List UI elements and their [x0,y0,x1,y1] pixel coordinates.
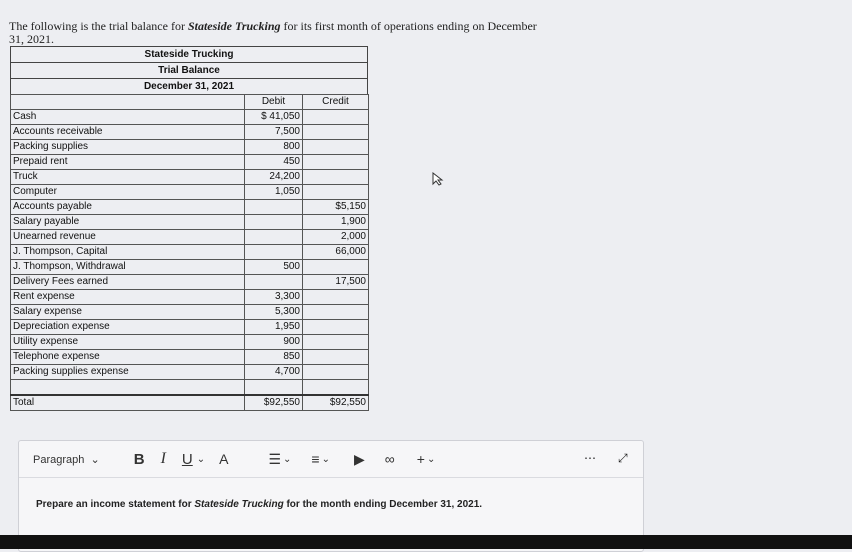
tb-debit-cell: 900 [245,335,303,350]
insert-chevron-icon[interactable]: ⌄ [426,453,436,465]
tb-debit-cell: 5,300 [245,305,303,320]
tb-credit-cell [303,155,369,170]
tb-row [11,305,369,320]
tb-credit-cell: 1,900 [303,215,369,230]
debit-header: Debit [245,95,303,110]
tb-row [11,350,369,365]
tb-row [11,170,369,185]
intro-company: Stateside Trucking [187,19,281,33]
tb-debit-cell: 500 [245,260,303,275]
paragraph-style-select[interactable]: Paragraph ⌄ [33,453,100,466]
prompt-company: Stateside Trucking [194,499,284,510]
insert-plus-icon[interactable]: + [416,451,425,467]
tb-row [11,140,369,155]
prompt-text-pre: Prepare an income statement for [36,499,195,510]
tb-account-cell: J. Thompson, Capital [11,245,245,260]
tb-debit-cell [245,230,303,245]
tb-account-cell: Delivery Fees earned [11,275,245,290]
tb-debit-cell: 850 [245,350,303,365]
chevron-down-icon: ⌄ [90,453,100,466]
tb-credit-cell [303,305,369,320]
tb-debit-cell: 800 [245,140,303,155]
tb-title: Stateside Trucking [10,46,368,62]
trial-balance [10,46,368,411]
tb-account-cell: Computer [11,185,245,200]
tb-row [11,365,369,380]
tb-total-row [11,395,369,411]
more-options-icon[interactable]: ⋯ [584,451,596,465]
tb-row [11,110,369,125]
underline-button[interactable]: U [181,450,193,468]
tb-row [11,335,369,350]
tb-credit-cell [303,335,369,350]
tb-row [11,320,369,335]
editor-toolbar [19,441,643,478]
tb-credit-cell [303,185,369,200]
tb-row [11,125,369,140]
tb-debit-cell: 450 [245,155,303,170]
intro-text-pre: The following is the trial balance for [9,19,188,33]
tb-column-headers [11,95,369,110]
align-icon[interactable]: ☰ [268,450,282,467]
tb-row [11,155,369,170]
tb-credit-cell [303,350,369,365]
tb-account-cell: Depreciation expense [11,320,245,335]
tb-debit-cell: $ 41,050 [245,110,303,125]
tb-account-cell: Utility expense [11,335,245,350]
tb-row [11,260,369,275]
intro-text-post: for its first month of operations ending on December 31, 2021. [9,19,537,46]
tb-debit-cell [245,215,303,230]
tb-debit-cell: 4,700 [245,365,303,380]
tb-credit-cell [303,260,369,275]
list-chevron-icon[interactable]: ⌄ [321,453,330,465]
tb-date: December 31, 2021 [10,78,368,94]
trial-balance-table [10,94,369,411]
tb-total-debit: $92,550 [245,395,303,411]
tb-account-cell: Telephone expense [11,350,245,365]
fullscreen-icon[interactable]: ⤢ [618,451,628,465]
bottom-frame [0,535,852,549]
tb-account-cell: Salary payable [11,215,245,230]
tb-account-cell: Salary expense [11,305,245,320]
tb-debit-cell [245,245,303,260]
tb-account-cell: Cash [11,110,245,125]
bold-button[interactable]: B [133,450,145,468]
text-color-icon[interactable]: A [219,451,229,467]
underline-options-chevron-icon[interactable]: ⌄ [196,453,206,465]
tb-account-cell: Accounts receivable [11,125,245,140]
tb-debit-cell [245,275,303,290]
tb-account-cell: Unearned revenue [11,230,245,245]
tb-account-cell: Accounts payable [11,200,245,215]
tb-credit-cell [303,320,369,335]
tb-credit-cell [303,110,369,125]
tb-blank-row [11,380,369,396]
tb-debit-cell: 1,050 [245,185,303,200]
tb-row [11,215,369,230]
tb-credit-cell [303,140,369,155]
align-chevron-icon[interactable]: ⌄ [283,453,292,465]
tb-account-cell: Prepaid rent [11,155,245,170]
question-intro [9,20,549,46]
tb-total-credit: $92,550 [303,395,369,411]
tb-credit-cell: 66,000 [303,245,369,260]
tb-row [11,185,369,200]
tb-debit-cell: 1,950 [245,320,303,335]
tb-debit-cell: 7,500 [245,125,303,140]
tb-row [11,200,369,215]
italic-button[interactable]: I [160,450,166,467]
tb-account-cell: Truck [11,170,245,185]
tb-debit-cell: 3,300 [245,290,303,305]
tb-debit-cell [245,200,303,215]
mouse-cursor-icon [432,172,444,186]
tb-credit-cell: 2,000 [303,230,369,245]
tb-credit-cell: $5,150 [303,200,369,215]
tb-debit-cell: 24,200 [245,170,303,185]
editor-prompt [36,499,482,510]
tb-account-cell: Packing supplies expense [11,365,245,380]
tb-subtitle: Trial Balance [10,62,368,78]
tb-account-cell: Packing supplies [11,140,245,155]
tb-credit-cell [303,170,369,185]
tb-account-cell: Rent expense [11,290,245,305]
tb-total-label: Total [11,395,245,411]
tb-credit-cell [303,290,369,305]
list-icon[interactable]: ≡ [311,451,320,467]
tb-account-cell: J. Thompson, Withdrawal [11,260,245,275]
tb-credit-cell [303,125,369,140]
tb-row [11,275,369,290]
media-icon[interactable]: ▶ [353,450,365,467]
link-icon[interactable]: ∞ [384,451,395,467]
credit-header: Credit [303,95,369,110]
tb-row [11,230,369,245]
trial-balance-header [10,46,368,94]
tb-row [11,245,369,260]
tb-row [11,290,369,305]
prompt-text-post: for the month ending December 31, 2021. [283,499,483,510]
tb-credit-cell [303,365,369,380]
tb-credit-cell: 17,500 [303,275,369,290]
